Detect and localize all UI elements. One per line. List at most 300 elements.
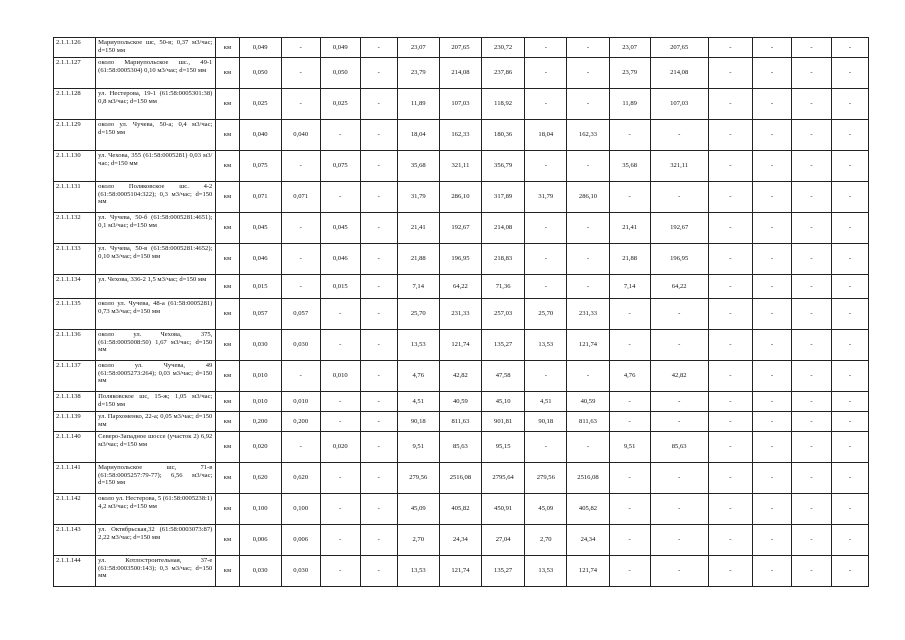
row-value-cell: -	[752, 151, 791, 182]
row-value-cell: -	[791, 556, 831, 587]
row-value-cell: -	[791, 244, 831, 275]
row-value-cell: -	[791, 299, 831, 330]
row-value-cell: 2516,08	[567, 463, 609, 494]
row-value-cell: -	[360, 151, 397, 182]
row-value-cell: 11,89	[609, 89, 650, 120]
row-value-cell: 279,56	[397, 463, 439, 494]
row-value-cell: 23,79	[609, 58, 650, 89]
table-row	[54, 89, 869, 120]
row-value-cell: 321,11	[439, 151, 481, 182]
row-value-cell: -	[360, 432, 397, 463]
row-value-cell: 118,92	[482, 89, 525, 120]
row-code: 2.1.1.128	[54, 89, 96, 120]
row-value-cell: 7,14	[609, 275, 650, 299]
row-unit: км	[216, 89, 239, 120]
row-value-cell: -	[791, 58, 831, 89]
row-value-cell: -	[609, 556, 650, 587]
row-value-cell: 286,10	[567, 182, 609, 213]
row-unit: км	[216, 213, 239, 244]
row-code: 2.1.1.140	[54, 432, 96, 463]
row-value-cell: -	[752, 38, 791, 58]
row-value-cell: 21,41	[609, 213, 650, 244]
row-value-cell: 0,030	[281, 330, 320, 361]
row-value-cell: 85,63	[650, 432, 708, 463]
row-value-cell: 64,22	[439, 275, 481, 299]
row-value-cell: -	[752, 556, 791, 587]
row-value-cell: -	[752, 182, 791, 213]
row-value-cell: 0,030	[239, 556, 281, 587]
row-unit: км	[216, 463, 239, 494]
row-description: ул. Октябрьская,32 (61:58:0003073:87) 2,22 м3/час; d=150 мм	[96, 525, 216, 556]
row-value-cell: -	[567, 244, 609, 275]
row-value-cell: 218,83	[482, 244, 525, 275]
row-description: Мариупольское шс, 50-в; 0,37 м3/час; d=150 мм	[96, 38, 216, 58]
row-value-cell: 0,045	[239, 213, 281, 244]
row-value-cell: 257,03	[482, 299, 525, 330]
row-value-cell: -	[708, 361, 752, 392]
row-value-cell: -	[832, 432, 869, 463]
row-value-cell: -	[360, 58, 397, 89]
row-value-cell: 0,020	[320, 432, 360, 463]
row-value-cell: 0,071	[239, 182, 281, 213]
row-value-cell: -	[708, 213, 752, 244]
row-value-cell: 2795,64	[482, 463, 525, 494]
row-description: Северо-Западное шоссе (участок 2) 6,92 м3/час; d=150 мм	[96, 432, 216, 463]
row-value-cell: 121,74	[567, 330, 609, 361]
row-value-cell: -	[832, 182, 869, 213]
row-value-cell: -	[752, 463, 791, 494]
row-code: 2.1.1.132	[54, 213, 96, 244]
row-value-cell: -	[567, 151, 609, 182]
row-value-cell: -	[708, 182, 752, 213]
row-value-cell: 0,025	[320, 89, 360, 120]
row-value-cell: -	[281, 89, 320, 120]
row-value-cell: 135,27	[482, 556, 525, 587]
table-row	[54, 38, 869, 58]
row-value-cell: 27,04	[482, 525, 525, 556]
row-value-cell: 24,34	[439, 525, 481, 556]
row-value-cell: 196,95	[439, 244, 481, 275]
table-row	[54, 120, 869, 151]
row-value-cell: 64,22	[650, 275, 708, 299]
row-value-cell: -	[708, 432, 752, 463]
row-code: 2.1.1.130	[54, 151, 96, 182]
row-value-cell: -	[360, 213, 397, 244]
row-value-cell: 21,88	[609, 244, 650, 275]
row-value-cell: -	[320, 525, 360, 556]
row-value-cell: -	[567, 275, 609, 299]
row-value-cell: -	[360, 120, 397, 151]
row-value-cell: 121,74	[567, 556, 609, 587]
row-value-cell: -	[360, 38, 397, 58]
table-row	[54, 463, 869, 494]
row-value-cell: -	[525, 58, 567, 89]
table-row	[54, 361, 869, 392]
row-value-cell: -	[791, 361, 831, 392]
row-value-cell: 18,04	[397, 120, 439, 151]
row-value-cell: 231,33	[439, 299, 481, 330]
row-value-cell: -	[752, 432, 791, 463]
row-value-cell: 405,82	[439, 494, 481, 525]
row-value-cell: 0,050	[239, 58, 281, 89]
row-value-cell: 286,10	[439, 182, 481, 213]
row-value-cell: -	[281, 361, 320, 392]
table-row	[54, 58, 869, 89]
row-description: около ул. Чехова, 375, (61:58:0005008:50) 1,67 м3/час; d=150 мм	[96, 330, 216, 361]
row-value-cell: 356,79	[482, 151, 525, 182]
row-value-cell: -	[567, 38, 609, 58]
row-value-cell: -	[708, 392, 752, 412]
row-value-cell: 40,59	[439, 392, 481, 412]
investment-program-table	[53, 37, 869, 587]
row-value-cell: 0,200	[281, 412, 320, 432]
row-value-cell: -	[752, 412, 791, 432]
row-value-cell: -	[360, 525, 397, 556]
row-value-cell: 279,56	[525, 463, 567, 494]
row-code: 2.1.1.141	[54, 463, 96, 494]
row-value-cell: 0,200	[239, 412, 281, 432]
row-value-cell: -	[650, 182, 708, 213]
row-value-cell: 0,057	[239, 299, 281, 330]
row-value-cell: 90,18	[397, 412, 439, 432]
row-value-cell: -	[609, 330, 650, 361]
row-value-cell: 0,010	[320, 361, 360, 392]
row-value-cell: -	[791, 120, 831, 151]
row-value-cell: 0,030	[239, 330, 281, 361]
row-value-cell: -	[360, 361, 397, 392]
row-value-cell: 230,72	[482, 38, 525, 58]
row-value-cell: -	[708, 556, 752, 587]
row-value-cell: -	[708, 494, 752, 525]
row-value-cell: -	[281, 275, 320, 299]
row-value-cell: -	[708, 151, 752, 182]
row-value-cell: 0,050	[320, 58, 360, 89]
row-unit: км	[216, 392, 239, 412]
row-unit: км	[216, 38, 239, 58]
row-value-cell: -	[832, 392, 869, 412]
row-value-cell: -	[752, 89, 791, 120]
row-value-cell: 901,81	[482, 412, 525, 432]
row-value-cell: 23,07	[609, 38, 650, 58]
row-value-cell: -	[791, 525, 831, 556]
row-code: 2.1.1.136	[54, 330, 96, 361]
row-value-cell: 317,89	[482, 182, 525, 213]
row-value-cell: 18,04	[525, 120, 567, 151]
row-value-cell: -	[752, 299, 791, 330]
row-description: ул. Чучева, 50-б (61:58:0005281:4651); 0,1 м3/час; d=150 мм	[96, 213, 216, 244]
row-unit: км	[216, 58, 239, 89]
row-code: 2.1.1.143	[54, 525, 96, 556]
row-value-cell: -	[832, 38, 869, 58]
row-value-cell: 9,51	[397, 432, 439, 463]
row-code: 2.1.1.134	[54, 275, 96, 299]
row-value-cell: -	[281, 38, 320, 58]
row-value-cell: -	[832, 330, 869, 361]
row-value-cell: 162,33	[439, 120, 481, 151]
row-value-cell: -	[650, 299, 708, 330]
row-value-cell: -	[708, 299, 752, 330]
row-value-cell: 13,53	[397, 556, 439, 587]
row-value-cell: -	[791, 38, 831, 58]
row-value-cell: 95,15	[482, 432, 525, 463]
row-value-cell: -	[567, 432, 609, 463]
row-description: Поляковское шс, 15-ж; 1,05 м3/час; d=150 мм	[96, 392, 216, 412]
row-value-cell: -	[320, 412, 360, 432]
row-unit: км	[216, 432, 239, 463]
row-value-cell: -	[320, 182, 360, 213]
row-value-cell: 0,006	[239, 525, 281, 556]
row-description: ул. Пархоменко, 22-а; 0,05 м3/час; d=150 мм	[96, 412, 216, 432]
row-value-cell: 21,41	[397, 213, 439, 244]
row-code: 2.1.1.142	[54, 494, 96, 525]
row-value-cell: -	[320, 330, 360, 361]
row-value-cell: -	[609, 525, 650, 556]
row-value-cell: 4,76	[609, 361, 650, 392]
row-description: ул. Чехова, 336-2 1,5 м3/час; d=150 мм	[96, 275, 216, 299]
row-value-cell: -	[650, 556, 708, 587]
row-value-cell: 35,68	[609, 151, 650, 182]
row-value-cell: 811,63	[439, 412, 481, 432]
row-unit: км	[216, 556, 239, 587]
row-value-cell: -	[281, 244, 320, 275]
row-value-cell: -	[708, 38, 752, 58]
row-value-cell: 9,51	[609, 432, 650, 463]
row-value-cell: -	[650, 330, 708, 361]
row-value-cell: -	[360, 182, 397, 213]
row-value-cell: 180,36	[482, 120, 525, 151]
table-row	[54, 494, 869, 525]
row-unit: км	[216, 361, 239, 392]
row-unit: км	[216, 275, 239, 299]
row-value-cell: 31,79	[397, 182, 439, 213]
row-value-cell: -	[650, 494, 708, 525]
row-value-cell: 0,100	[239, 494, 281, 525]
row-value-cell: -	[567, 213, 609, 244]
row-value-cell: -	[320, 392, 360, 412]
row-value-cell: -	[791, 392, 831, 412]
row-value-cell: 0,015	[320, 275, 360, 299]
row-value-cell: -	[791, 463, 831, 494]
row-value-cell: 0,040	[239, 120, 281, 151]
row-value-cell: 0,071	[281, 182, 320, 213]
row-value-cell: -	[832, 299, 869, 330]
row-code: 2.1.1.129	[54, 120, 96, 151]
row-value-cell: 214,08	[482, 213, 525, 244]
row-unit: км	[216, 151, 239, 182]
row-value-cell: 23,07	[397, 38, 439, 58]
row-value-cell: -	[360, 330, 397, 361]
row-description: около ул. Чучева, 50-а; 0,4 м3/час; d=150 мм	[96, 120, 216, 151]
row-value-cell: 135,27	[482, 330, 525, 361]
row-value-cell: -	[791, 432, 831, 463]
row-value-cell: -	[791, 182, 831, 213]
row-value-cell: 0,075	[320, 151, 360, 182]
row-value-cell: -	[609, 494, 650, 525]
table-row	[54, 556, 869, 587]
row-value-cell: -	[752, 275, 791, 299]
row-value-cell: -	[708, 89, 752, 120]
row-unit: км	[216, 120, 239, 151]
table-row	[54, 525, 869, 556]
row-value-cell: 45,09	[397, 494, 439, 525]
row-value-cell: 450,91	[482, 494, 525, 525]
row-value-cell: 121,74	[439, 330, 481, 361]
row-description: ул. Чучева, 50-в (61:58:0005281:4652); 0,10 м3/час; d=150 мм	[96, 244, 216, 275]
row-value-cell: 0,020	[239, 432, 281, 463]
row-value-cell: 0,046	[320, 244, 360, 275]
row-value-cell: 24,34	[567, 525, 609, 556]
row-value-cell: -	[832, 151, 869, 182]
row-value-cell: -	[567, 89, 609, 120]
row-value-cell: 107,03	[650, 89, 708, 120]
row-value-cell: -	[525, 38, 567, 58]
row-value-cell: 0,620	[281, 463, 320, 494]
row-value-cell: 13,53	[525, 556, 567, 587]
row-value-cell: -	[832, 525, 869, 556]
row-value-cell: -	[281, 432, 320, 463]
row-description: около Поляковское шс. 4-2 (61:58:0005104:322); 0,3 м3/час; d=150 мм	[96, 182, 216, 213]
row-value-cell: -	[708, 330, 752, 361]
row-value-cell: -	[281, 58, 320, 89]
row-value-cell: -	[609, 182, 650, 213]
row-value-cell: 71,36	[482, 275, 525, 299]
row-code: 2.1.1.137	[54, 361, 96, 392]
row-value-cell: -	[752, 525, 791, 556]
row-value-cell: 0,049	[239, 38, 281, 58]
row-value-cell: 0,100	[281, 494, 320, 525]
row-value-cell: -	[791, 275, 831, 299]
row-value-cell: 85,63	[439, 432, 481, 463]
row-value-cell: -	[791, 330, 831, 361]
row-value-cell: -	[609, 120, 650, 151]
row-value-cell: -	[650, 412, 708, 432]
table-row	[54, 392, 869, 412]
row-value-cell: 35,68	[397, 151, 439, 182]
row-value-cell: -	[525, 275, 567, 299]
row-value-cell: -	[609, 412, 650, 432]
table-row	[54, 299, 869, 330]
row-value-cell: -	[752, 361, 791, 392]
row-unit: км	[216, 299, 239, 330]
row-value-cell: 0,049	[320, 38, 360, 58]
row-value-cell: -	[360, 392, 397, 412]
row-value-cell: -	[832, 89, 869, 120]
row-value-cell: -	[752, 494, 791, 525]
row-value-cell: 42,82	[650, 361, 708, 392]
table-row	[54, 330, 869, 361]
row-value-cell: -	[791, 89, 831, 120]
row-value-cell: 0,010	[239, 392, 281, 412]
row-value-cell: -	[708, 412, 752, 432]
row-value-cell: -	[708, 525, 752, 556]
row-unit: км	[216, 412, 239, 432]
row-code: 2.1.1.138	[54, 392, 96, 412]
row-value-cell: 2516,08	[439, 463, 481, 494]
row-value-cell: 25,70	[525, 299, 567, 330]
row-value-cell: -	[360, 244, 397, 275]
row-value-cell: -	[708, 58, 752, 89]
row-value-cell: 23,79	[397, 58, 439, 89]
row-value-cell: -	[281, 151, 320, 182]
row-value-cell: 237,86	[482, 58, 525, 89]
row-value-cell: -	[791, 151, 831, 182]
table-row	[54, 244, 869, 275]
row-value-cell: 0,046	[239, 244, 281, 275]
row-value-cell: 162,33	[567, 120, 609, 151]
row-value-cell: -	[832, 244, 869, 275]
row-value-cell: -	[567, 58, 609, 89]
row-value-cell: -	[320, 556, 360, 587]
row-value-cell: -	[609, 299, 650, 330]
row-value-cell: -	[752, 244, 791, 275]
row-value-cell: 4,51	[397, 392, 439, 412]
row-description: ул. Чехова, 355 (61:58:0005281) 0,03 м3/час; d=150 мм	[96, 151, 216, 182]
row-value-cell: 2,70	[525, 525, 567, 556]
row-value-cell: -	[320, 299, 360, 330]
row-code: 2.1.1.144	[54, 556, 96, 587]
row-code: 2.1.1.135	[54, 299, 96, 330]
row-value-cell: -	[708, 275, 752, 299]
row-description: около ул. Нестерова, 5 (61:58:0005238:1) 4,2 м3/час; d=150 мм	[96, 494, 216, 525]
row-code: 2.1.1.131	[54, 182, 96, 213]
row-value-cell: 196,95	[650, 244, 708, 275]
row-value-cell: -	[752, 58, 791, 89]
row-value-cell: -	[360, 299, 397, 330]
row-value-cell: -	[650, 525, 708, 556]
row-value-cell: 11,89	[397, 89, 439, 120]
row-value-cell: 107,03	[439, 89, 481, 120]
row-unit: км	[216, 244, 239, 275]
row-value-cell: -	[360, 412, 397, 432]
row-value-cell: -	[832, 463, 869, 494]
row-value-cell: 192,67	[650, 213, 708, 244]
row-description: около Мариупольское шс., 49-1 (61:58:0005304) 0,10 м3/час; d=150 мм	[96, 58, 216, 89]
row-value-cell: -	[609, 463, 650, 494]
row-unit: км	[216, 330, 239, 361]
row-value-cell: -	[567, 361, 609, 392]
row-value-cell: 45,09	[525, 494, 567, 525]
row-value-cell: 4,51	[525, 392, 567, 412]
table-row	[54, 275, 869, 299]
row-value-cell: 0,010	[239, 361, 281, 392]
row-value-cell: -	[320, 494, 360, 525]
row-value-cell: 90,18	[525, 412, 567, 432]
table-row	[54, 432, 869, 463]
row-value-cell: -	[832, 494, 869, 525]
row-code: 2.1.1.126	[54, 38, 96, 58]
row-value-cell: 0,030	[281, 556, 320, 587]
row-value-cell: -	[525, 361, 567, 392]
row-value-cell: 0,620	[239, 463, 281, 494]
row-value-cell: -	[708, 120, 752, 151]
row-value-cell: 192,67	[439, 213, 481, 244]
row-value-cell: 0,057	[281, 299, 320, 330]
row-value-cell: 0,015	[239, 275, 281, 299]
row-value-cell: 42,82	[439, 361, 481, 392]
row-value-cell: -	[525, 213, 567, 244]
row-value-cell: 0,025	[239, 89, 281, 120]
row-value-cell: 0,045	[320, 213, 360, 244]
row-description: ул. Нестерова, 19-1 (61:58:0005301:38) 0,8 м3/час; d=150 мм	[96, 89, 216, 120]
table-row	[54, 412, 869, 432]
row-value-cell: 2,70	[397, 525, 439, 556]
row-value-cell: -	[752, 392, 791, 412]
row-value-cell: 21,88	[397, 244, 439, 275]
row-value-cell: -	[832, 275, 869, 299]
row-value-cell: -	[609, 392, 650, 412]
row-value-cell: 811,63	[567, 412, 609, 432]
row-value-cell: -	[360, 463, 397, 494]
